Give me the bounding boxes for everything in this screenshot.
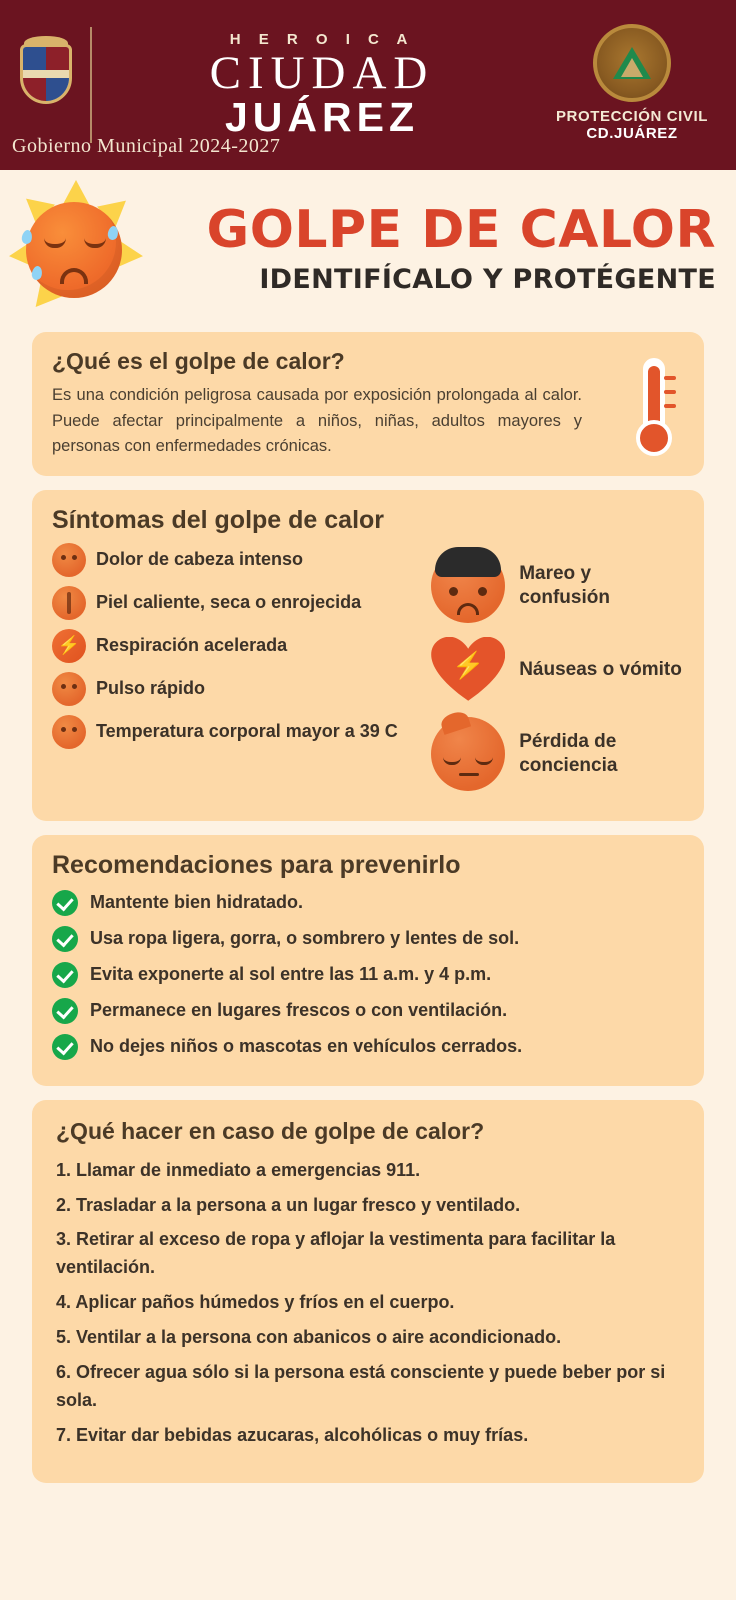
list-item: [52, 629, 427, 663]
list-item: 1. Llamar de inmediato a emergencias 911.: [56, 1159, 421, 1180]
headache-icon: [52, 543, 86, 577]
list-item: [52, 672, 427, 706]
proteccion-civil-line1: PROTECCIÓN CIVIL: [555, 108, 709, 125]
hot-sun-icon: [10, 184, 138, 314]
symptom-label: Piel caliente, seca o enrojecida: [96, 591, 362, 612]
hot-skin-icon: [52, 586, 86, 620]
list-item: [431, 717, 684, 791]
city-title-block: [108, 31, 542, 139]
juarez-label: JUÁREZ: [224, 94, 420, 140]
card-recommendations: [32, 835, 704, 1086]
check-icon: [52, 998, 78, 1024]
symptom-label: Dolor de cabeza intenso: [96, 548, 304, 569]
list-item: 6. Ofrecer agua sólo si la persona está consciente y puede beber por si sola.: [56, 1362, 666, 1410]
page-subtitle: IDENTIFÍCALO Y PROTÉGENTE: [259, 263, 716, 295]
header-divider: [90, 27, 92, 143]
fast-pulse-icon: [52, 672, 86, 706]
symptom-label: Respiración acelerada: [96, 634, 288, 655]
list-item: [52, 998, 684, 1024]
symptoms-left-list: [52, 543, 427, 805]
list-item: 3. Retirar al exceso de ropa y aflojar la vestimenta para facilitar la ventilación.: [56, 1229, 616, 1278]
list-item: [431, 637, 684, 703]
coat-of-arms-icon: [14, 36, 78, 120]
check-icon: [52, 926, 78, 952]
check-icon: [52, 962, 78, 988]
list-item: [52, 962, 684, 988]
recommendation-label: Permanece en lugares frescos o con ventilación.: [90, 1000, 508, 1021]
list-item: 4. Aplicar paños húmedos y fríos en el cuerpo.: [56, 1292, 455, 1313]
civil-protection-logo-icon: [593, 24, 671, 102]
check-icon: [52, 1034, 78, 1060]
card-what-to-do: [32, 1100, 704, 1483]
symptom-label: Temperatura corporal mayor a 39 C: [96, 720, 398, 741]
card-symptoms: [32, 490, 704, 821]
list-item: [52, 890, 684, 916]
recommendation-label: Mantente bien hidratado.: [90, 892, 304, 913]
symptom-label: Pulso rápido: [96, 677, 206, 698]
what-is-body: Es una condición peligrosa causada por exposición prolongada al calor. Puede afectar principalmente a niños, niñas, adultos mayores y personas con enfermedades crónicas.: [52, 386, 582, 456]
dizziness-face-icon: [431, 549, 505, 623]
fast-breathing-icon: [52, 629, 86, 663]
hero-banner: [0, 170, 736, 318]
card-what-is: [32, 332, 704, 476]
list-item: [52, 926, 684, 952]
what-is-heading: ¿Qué es el golpe de calor?: [52, 348, 345, 374]
proteccion-civil-block: [542, 24, 722, 146]
thermometer-icon: [634, 358, 674, 462]
symptoms-right-list: [431, 543, 684, 805]
recommendation-label: No dejes niños o mascotas en vehículos cerrados.: [90, 1036, 523, 1057]
ciudad-label: CIUDAD: [209, 46, 435, 99]
symptom-label: Mareo y confusión: [519, 562, 610, 608]
recommendation-label: Usa ropa ligera, gorra, o sombrero y lentes de sol.: [90, 928, 520, 949]
symptom-label: Pérdida de conciencia: [519, 730, 618, 776]
symptom-label: Náuseas o vómito: [519, 658, 682, 680]
list-item: [52, 715, 427, 749]
recommendation-label: Evita exponerte al sol entre las 11 a.m. y 4 p.m.: [90, 964, 492, 985]
list-item: 7. Evitar dar bebidas azucaras, alcohólicas o muy frías.: [56, 1424, 529, 1445]
check-icon: [52, 890, 78, 916]
list-item: [52, 586, 427, 620]
list-item: 2. Trasladar a la persona a un lugar fresco y ventilado.: [56, 1194, 521, 1215]
steps-heading: ¿Qué hacer en caso de golpe de calor?: [56, 1117, 485, 1144]
recommendations-heading: Recomendaciones para prevenirlo: [52, 850, 461, 879]
gobierno-municipal-label: Gobierno Municipal 2024-2027: [12, 135, 281, 157]
list-item: [52, 1034, 684, 1060]
list-item: [431, 549, 684, 623]
list-item: [52, 543, 427, 577]
page-title: GOLPE DE CALOR: [206, 199, 716, 260]
list-item: 5. Ventilar a la persona con abanicos o aire acondicionado.: [56, 1327, 562, 1348]
high-temperature-icon: [52, 715, 86, 749]
nausea-heart-icon: ⚡: [431, 637, 505, 703]
proteccion-civil-line2: CD.JUÁREZ: [586, 125, 678, 142]
municipal-header: [0, 0, 736, 170]
unconscious-face-icon: [431, 717, 505, 791]
heroica-label: H E R O I C A: [229, 30, 415, 48]
symptoms-heading: Síntomas del golpe de calor: [52, 505, 385, 534]
